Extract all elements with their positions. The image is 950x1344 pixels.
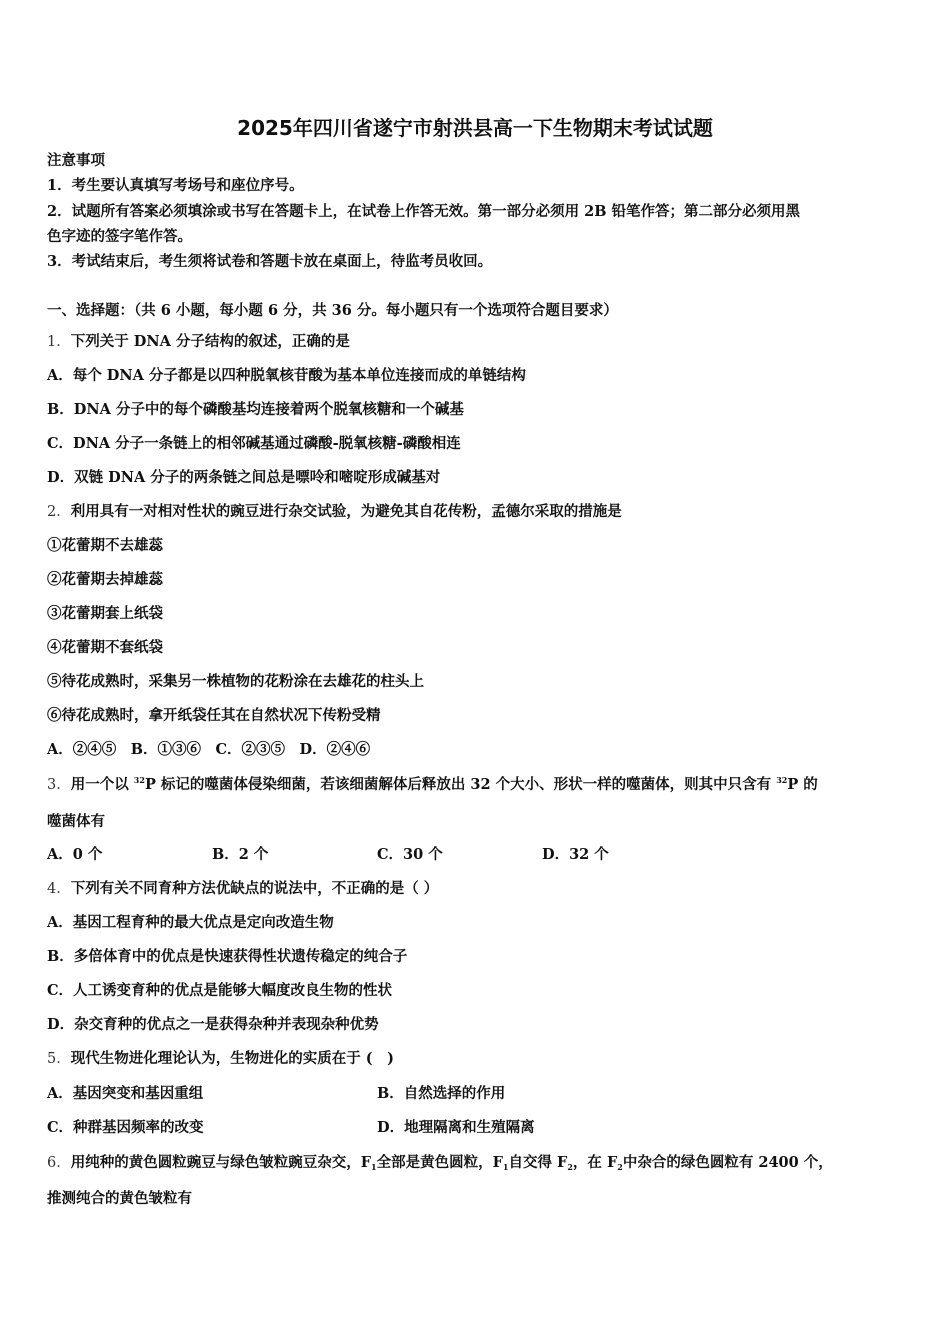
q3-option-b: B．2 个 — [212, 846, 269, 863]
question-text: 中杂合的绿色圆粒有 2400 个， — [622, 1154, 833, 1171]
q5-option-d: D．地理隔离和生殖隔离 — [377, 1119, 535, 1136]
q3-option-a: A．0 个 — [47, 846, 103, 863]
q1-option-d: D．双链 DNA 分子的两条链之间总是嘌呤和嘧啶形成碱基对 — [47, 469, 441, 486]
q4-option-c: C．人工诱变育种的优点是能够大幅度改良生物的性状 — [47, 982, 393, 999]
question-text: P 标记的噬菌体侵染细菌，若该细菌解体后释放出 32 个大小、形状一样的噬菌体，则其中只含有 — [144, 776, 777, 793]
section-heading: 一、选择题：（共 6 小题，每小题 6 分，共 36 分。每小题只有一个选项符合题目要求） — [47, 302, 618, 319]
generation-subscript: 1 — [371, 1162, 377, 1172]
question-text: 自交得 F — [508, 1154, 568, 1171]
generation-subscript: 1 — [502, 1162, 509, 1172]
question-text: 利用具有一对相对性状的豌豆进行杂交试验，为避免其自花传粉，孟德尔采取的措施是 — [70, 503, 622, 520]
q5-option-a: A．基因突变和基因重组 — [47, 1085, 204, 1102]
q2-item-3: ③花蕾期套上纸袋 — [47, 605, 163, 622]
isotope-superscript: 32 — [133, 775, 145, 785]
question-number: 4． — [47, 881, 71, 897]
q2-item-6: ⑥待花成熟时，拿开纸袋任其在自然状况下传粉受精 — [47, 707, 381, 724]
q3-option-c: C．30 个 — [377, 846, 443, 863]
question-3-stem-cont: 噬菌体有 — [47, 813, 105, 830]
notice-item-1: 1．考生要认真填写考场号和座位序号。 — [47, 177, 304, 194]
question-text: 用纯种的黄色圆粒豌豆与绿色皱粒豌豆杂交，F — [70, 1154, 372, 1171]
question-1-stem — [47, 332, 350, 352]
page-title: 2025年四川省遂宁市射洪县高一下生物期末考试试题 — [237, 116, 713, 140]
question-text: 下列关于 DNA 分子结构的叙述，正确的是 — [70, 333, 350, 350]
question-4-stem — [47, 879, 438, 899]
q4-option-a: A．基因工程育种的最大优点是定向改造生物 — [47, 914, 334, 931]
q5-option-b: B．自然选择的作用 — [377, 1085, 506, 1102]
question-text: ，在 F — [572, 1154, 618, 1171]
generation-subscript: 2 — [617, 1162, 623, 1172]
question-6-stem-cont: 推测纯合的黄色皱粒有 — [47, 1190, 192, 1207]
q1-option-b: B．DNA 分子中的每个磷酸基均连接着两个脱氧核糖和一个碱基 — [47, 401, 464, 418]
q4-option-b: B．多倍体育中的优点是快速获得性状遗传稳定的纯合子 — [47, 948, 408, 965]
question-text: 全部是黄色圆粒，F — [376, 1154, 503, 1171]
q1-option-a: A．每个 DNA 分子都是以四种脱氧核苷酸为基本单位连接而成的单链结构 — [47, 367, 526, 384]
q4-option-d: D．杂交育种的优点之一是获得杂种并表现杂种优势 — [47, 1016, 379, 1033]
notice-item-3: 3．考试结束后，考生须将试卷和答题卡放在桌面上，待监考员收回。 — [47, 253, 493, 270]
notice-item-2: 2．试题所有答案必须填涂或书写在答题卡上，在试卷上作答无效。第一部分必须用 2B 铅笔作答；第二部分必须用黑 — [47, 203, 801, 220]
question-number: 6． — [47, 1155, 71, 1171]
q2-item-1: ①花蕾期不去雄蕊 — [47, 537, 163, 554]
q2-item-4: ④花蕾期不套纸袋 — [47, 639, 163, 656]
question-text: 现代生物进化理论认为，生物进化的实质在于 ( ) — [70, 1050, 395, 1067]
q1-option-c: C．DNA 分子一条链上的相邻碱基通过磷酸-脱氧核糖-磷酸相连 — [47, 435, 461, 452]
isotope-superscript: 32 — [776, 775, 788, 785]
q3-option-d: D．32 个 — [542, 846, 609, 863]
question-number: 1． — [47, 334, 71, 350]
question-3-stem — [47, 775, 818, 795]
question-number: 2． — [47, 504, 71, 520]
notice-item-2-cont: 色字迹的签字笔作答。 — [47, 228, 192, 245]
question-text: 用一个以 — [70, 776, 134, 793]
q5-option-c: C．种群基因频率的改变 — [47, 1119, 204, 1136]
question-text: P 的 — [787, 776, 818, 793]
generation-subscript: 2 — [567, 1162, 573, 1172]
q2-item-5: ⑤待花成熟时，采集另一株植物的花粉涂在去雄花的柱头上 — [47, 673, 424, 690]
q2-options: A．②④⑤ B．①③⑥ C．②③⑤ D．②④⑥ — [47, 741, 371, 758]
question-5-stem — [47, 1049, 394, 1069]
question-2-stem — [47, 502, 622, 522]
q2-item-2: ②花蕾期去掉雄蕊 — [47, 571, 163, 588]
question-6-stem — [47, 1153, 833, 1173]
question-number: 3． — [47, 777, 71, 793]
notice-heading: 注意事项 — [47, 152, 105, 169]
question-text: 下列有关不同育种方法优缺点的说法中，不正确的是（ ） — [70, 880, 439, 897]
question-number: 5． — [47, 1051, 71, 1067]
